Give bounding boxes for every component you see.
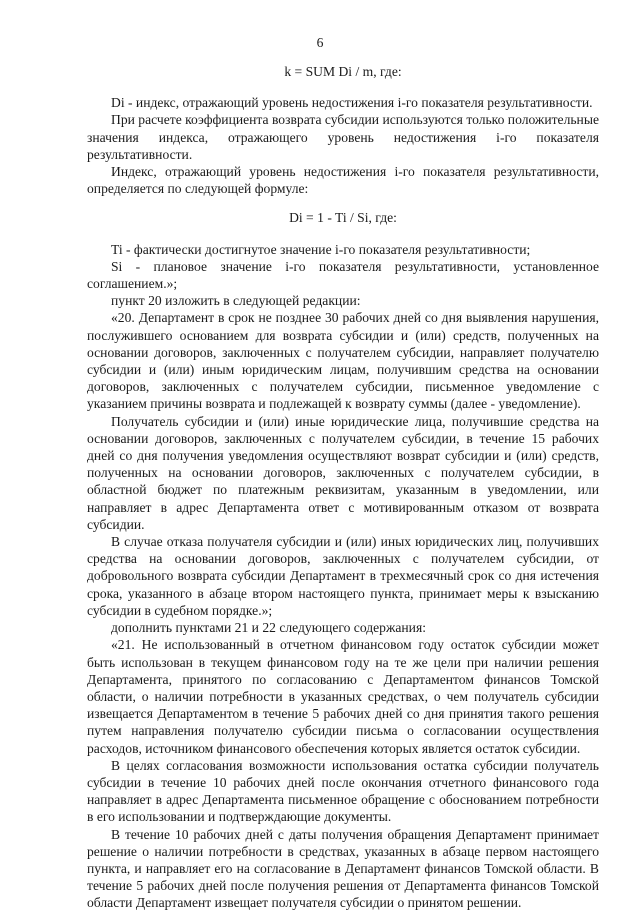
paragraph-items21-22-intro: дополнить пунктами 21 и 22 следующего содержания: bbox=[111, 620, 426, 636]
paragraph-item21-approval: В целях согласования возможности использования остатка субсидии получатель субсидии в течение 10 рабочих дней после окончания отчетного финансового года направляет в адрес Департамента письменное обращение с обоснованием потребности в его использовании и подтверждающие документы. bbox=[87, 757, 599, 825]
paragraph-item21-decision: В течение 10 рабочих дней с даты получения обращения Департамент принимает решение о наличии потребности в средствах, указанных в абзаце первом настоящего пункта, и направляет его на согласование в Департамент финансов Томской области. В течение 5 рабочих дней после получения решения от Департамента финансов Томской области Департамент извещает получателя субсидии о принятом решении. bbox=[87, 826, 599, 911]
paragraph-item20-recipient: Получатель субсидии и (или) иные юридические лица, получившие средства на основании договоров, заключенных с получателем субсидии, в течение 15 рабочих дней со дня получения уведомления осуществляют возврат субсидии и (или) средств, полученных на основании договоров, заключенных с получателем субсидии, в областной бюджет по платежным реквизитам, указанным в уведомлении, или направляет в адрес Департамента ответ с мотивированным отказом от возврата субсидии. bbox=[87, 413, 599, 532]
paragraph-item21-text: «21. Не использованный в отчетном финансовом году остаток субсидии может быть использован в текущем финансовом году на те же цели при наличии решения Департамента, принятого по согласованию с Департаментом финансов Томской области, о наличии потребности в указанных средствах, о чем получатель субсидии извещается Департаментом в течение 5 рабочих дней со дня принятия такого решения путем направления получателю субсидии письма о согласовании осуществления расходов, источником финансового обеспечения которых является остаток субсидии. bbox=[87, 637, 599, 756]
paragraph-si-definition: Si - плановое значение i-го показателя результативности, установленное соглашением.»; bbox=[87, 258, 599, 292]
paragraph-di-definition: Di - индекс, отражающий уровень недостижения i-го показателя результативности. bbox=[111, 95, 593, 111]
paragraph-ti-definition: Ti - фактически достигнутое значение i-го показателя результативности; bbox=[111, 241, 531, 257]
formula-di: Di = 1 - Ti / Si, где: bbox=[289, 210, 397, 226]
document-body bbox=[87, 63, 599, 912]
paragraph-item20-refusal: В случае отказа получателя субсидии и (или) иных юридических лиц, получивших средства на основании договоров, заключенных с получателем субсидии, от добровольного возврата субсидии Департамент в трехмесячный срок со дня истечения срока, указанного в абзаце втором настоящего пункта, принимает меры к взысканию субсидии в судебном порядке.»; bbox=[87, 534, 599, 618]
paragraph-index-formula-intro: Индекс, отражающий уровень недостижения i-го показателя результативности, определяется по следующей формуле: bbox=[87, 164, 599, 197]
paragraph-positive-values: При расчете коэффициента возврата субсидии используются только положительные значения индекса, отражающего уровень недостижения i-го показателя результативности. bbox=[87, 112, 599, 162]
formula-k: k = SUM Di / m, где: bbox=[284, 64, 402, 79]
paragraph-item20-intro: пункт 20 изложить в следующей редакции: bbox=[111, 293, 361, 309]
paragraph-item20-text: «20. Департамент в срок не позднее 30 рабочих дней со дня выявления нарушения, послужившего основанием для возврата субсидии и (или) средств, полученных на основании договоров, заключенных с получателем субсидии, направляет получателю субсидии и (или) иным юридическим лицам, получившим средства на основании договоров, заключенных с получателем субсидии, письменное уведомление с указанием причины возврата и подлежащей к возврату суммы (далее - уведомление). bbox=[87, 310, 599, 412]
page-number: 6 bbox=[316, 35, 324, 50]
